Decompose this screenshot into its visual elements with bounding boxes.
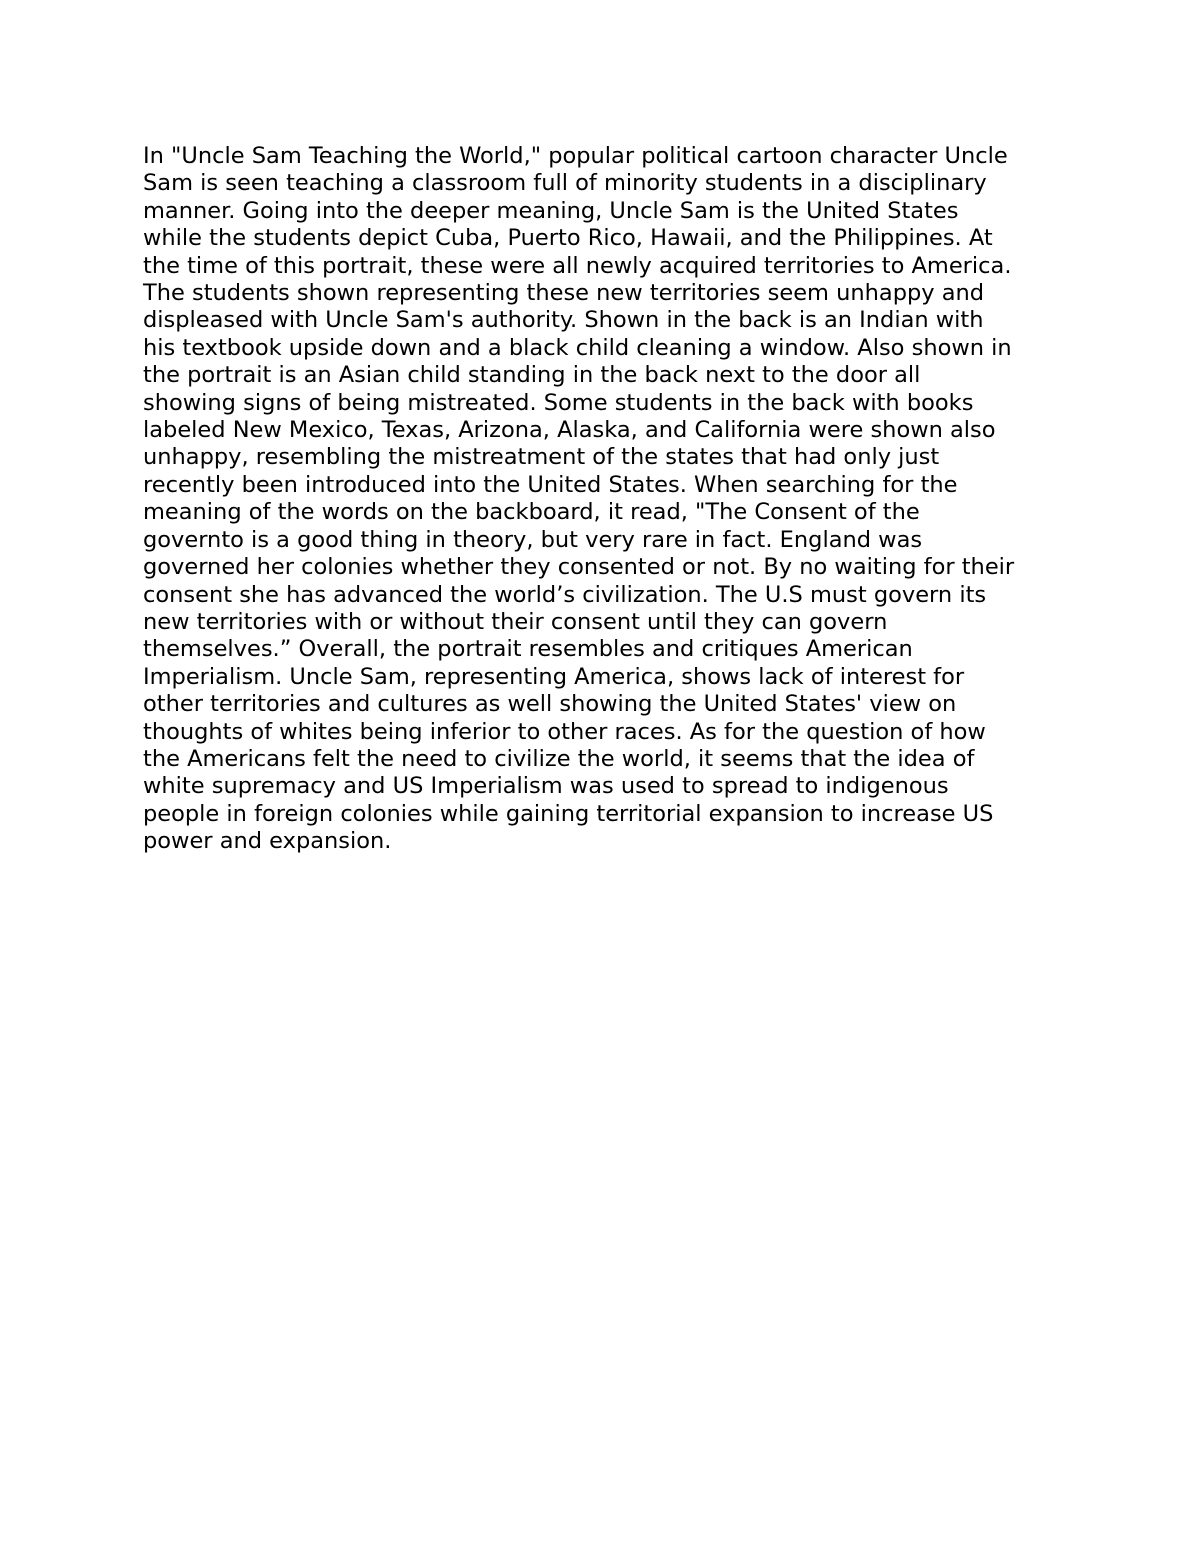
paragraph-line: people in foreign colonies while gaining territorial expansion to increase US (143, 800, 994, 827)
paragraph-line: the time of this portrait, these were all newly acquired territories to America. (143, 252, 1012, 279)
paragraph-line: themselves.” Overall, the portrait resembles and critiques American (143, 636, 913, 663)
paragraph-line: Sam is seen teaching a classroom full of minority students in a disciplinary (143, 170, 987, 197)
paragraph-line: In "Uncle Sam Teaching the World," popular political cartoon character Uncle (143, 143, 1008, 169)
paragraph-line: recently been introduced into the United States. When searching for the (143, 471, 958, 498)
paragraph-line: thoughts of whites being inferior to other races. As for the question of how (143, 718, 986, 745)
paragraph-line: consent she has advanced the world’s civilization. The U.S must govern its (143, 581, 987, 608)
paragraph-line: his textbook upside down and a black child cleaning a window. Also shown in (143, 334, 1012, 361)
paragraph-line: while the students depict Cuba, Puerto Rico, Hawaii, and the Philippines. At (143, 225, 993, 252)
paragraph-line: meaning of the words on the backboard, it read, "The Consent of the (143, 499, 920, 526)
paragraph-line: showing signs of being mistreated. Some students in the back with books (143, 389, 974, 416)
paragraph-line: displeased with Uncle Sam's authority. Shown in the back is an Indian with (143, 307, 984, 334)
paragraph-line: labeled New Mexico, Texas, Arizona, Alaska, and California were shown also (143, 417, 996, 444)
paragraph-line: The students shown representing these new territories seem unhappy and (143, 280, 985, 307)
body-paragraph (143, 143, 1083, 856)
paragraph-line: governed her colonies whether they consented or not. By no waiting for their (143, 554, 1015, 581)
paragraph-line: Imperialism. Uncle Sam, representing America, shows lack of interest for (143, 663, 965, 690)
paragraph-line: governto is a good thing in theory, but very rare in fact. England was (143, 526, 923, 553)
paragraph-line: power and expansion. (143, 828, 392, 855)
paragraph-line: the portrait is an Asian child standing in the back next to the door all (143, 362, 921, 389)
paragraph-line: unhappy, resembling the mistreatment of the states that had only just (143, 444, 940, 471)
paragraph-line: new territories with or without their consent until they can govern (143, 608, 888, 635)
paragraph-line: other territories and cultures as well showing the United States' view on (143, 691, 957, 718)
paragraph-line: manner. Going into the deeper meaning, Uncle Sam is the United States (143, 197, 959, 224)
paragraph-line: the Americans felt the need to civilize the world, it seems that the idea of (143, 745, 975, 772)
paragraph-line: white supremacy and US Imperialism was used to spread to indigenous (143, 773, 949, 800)
